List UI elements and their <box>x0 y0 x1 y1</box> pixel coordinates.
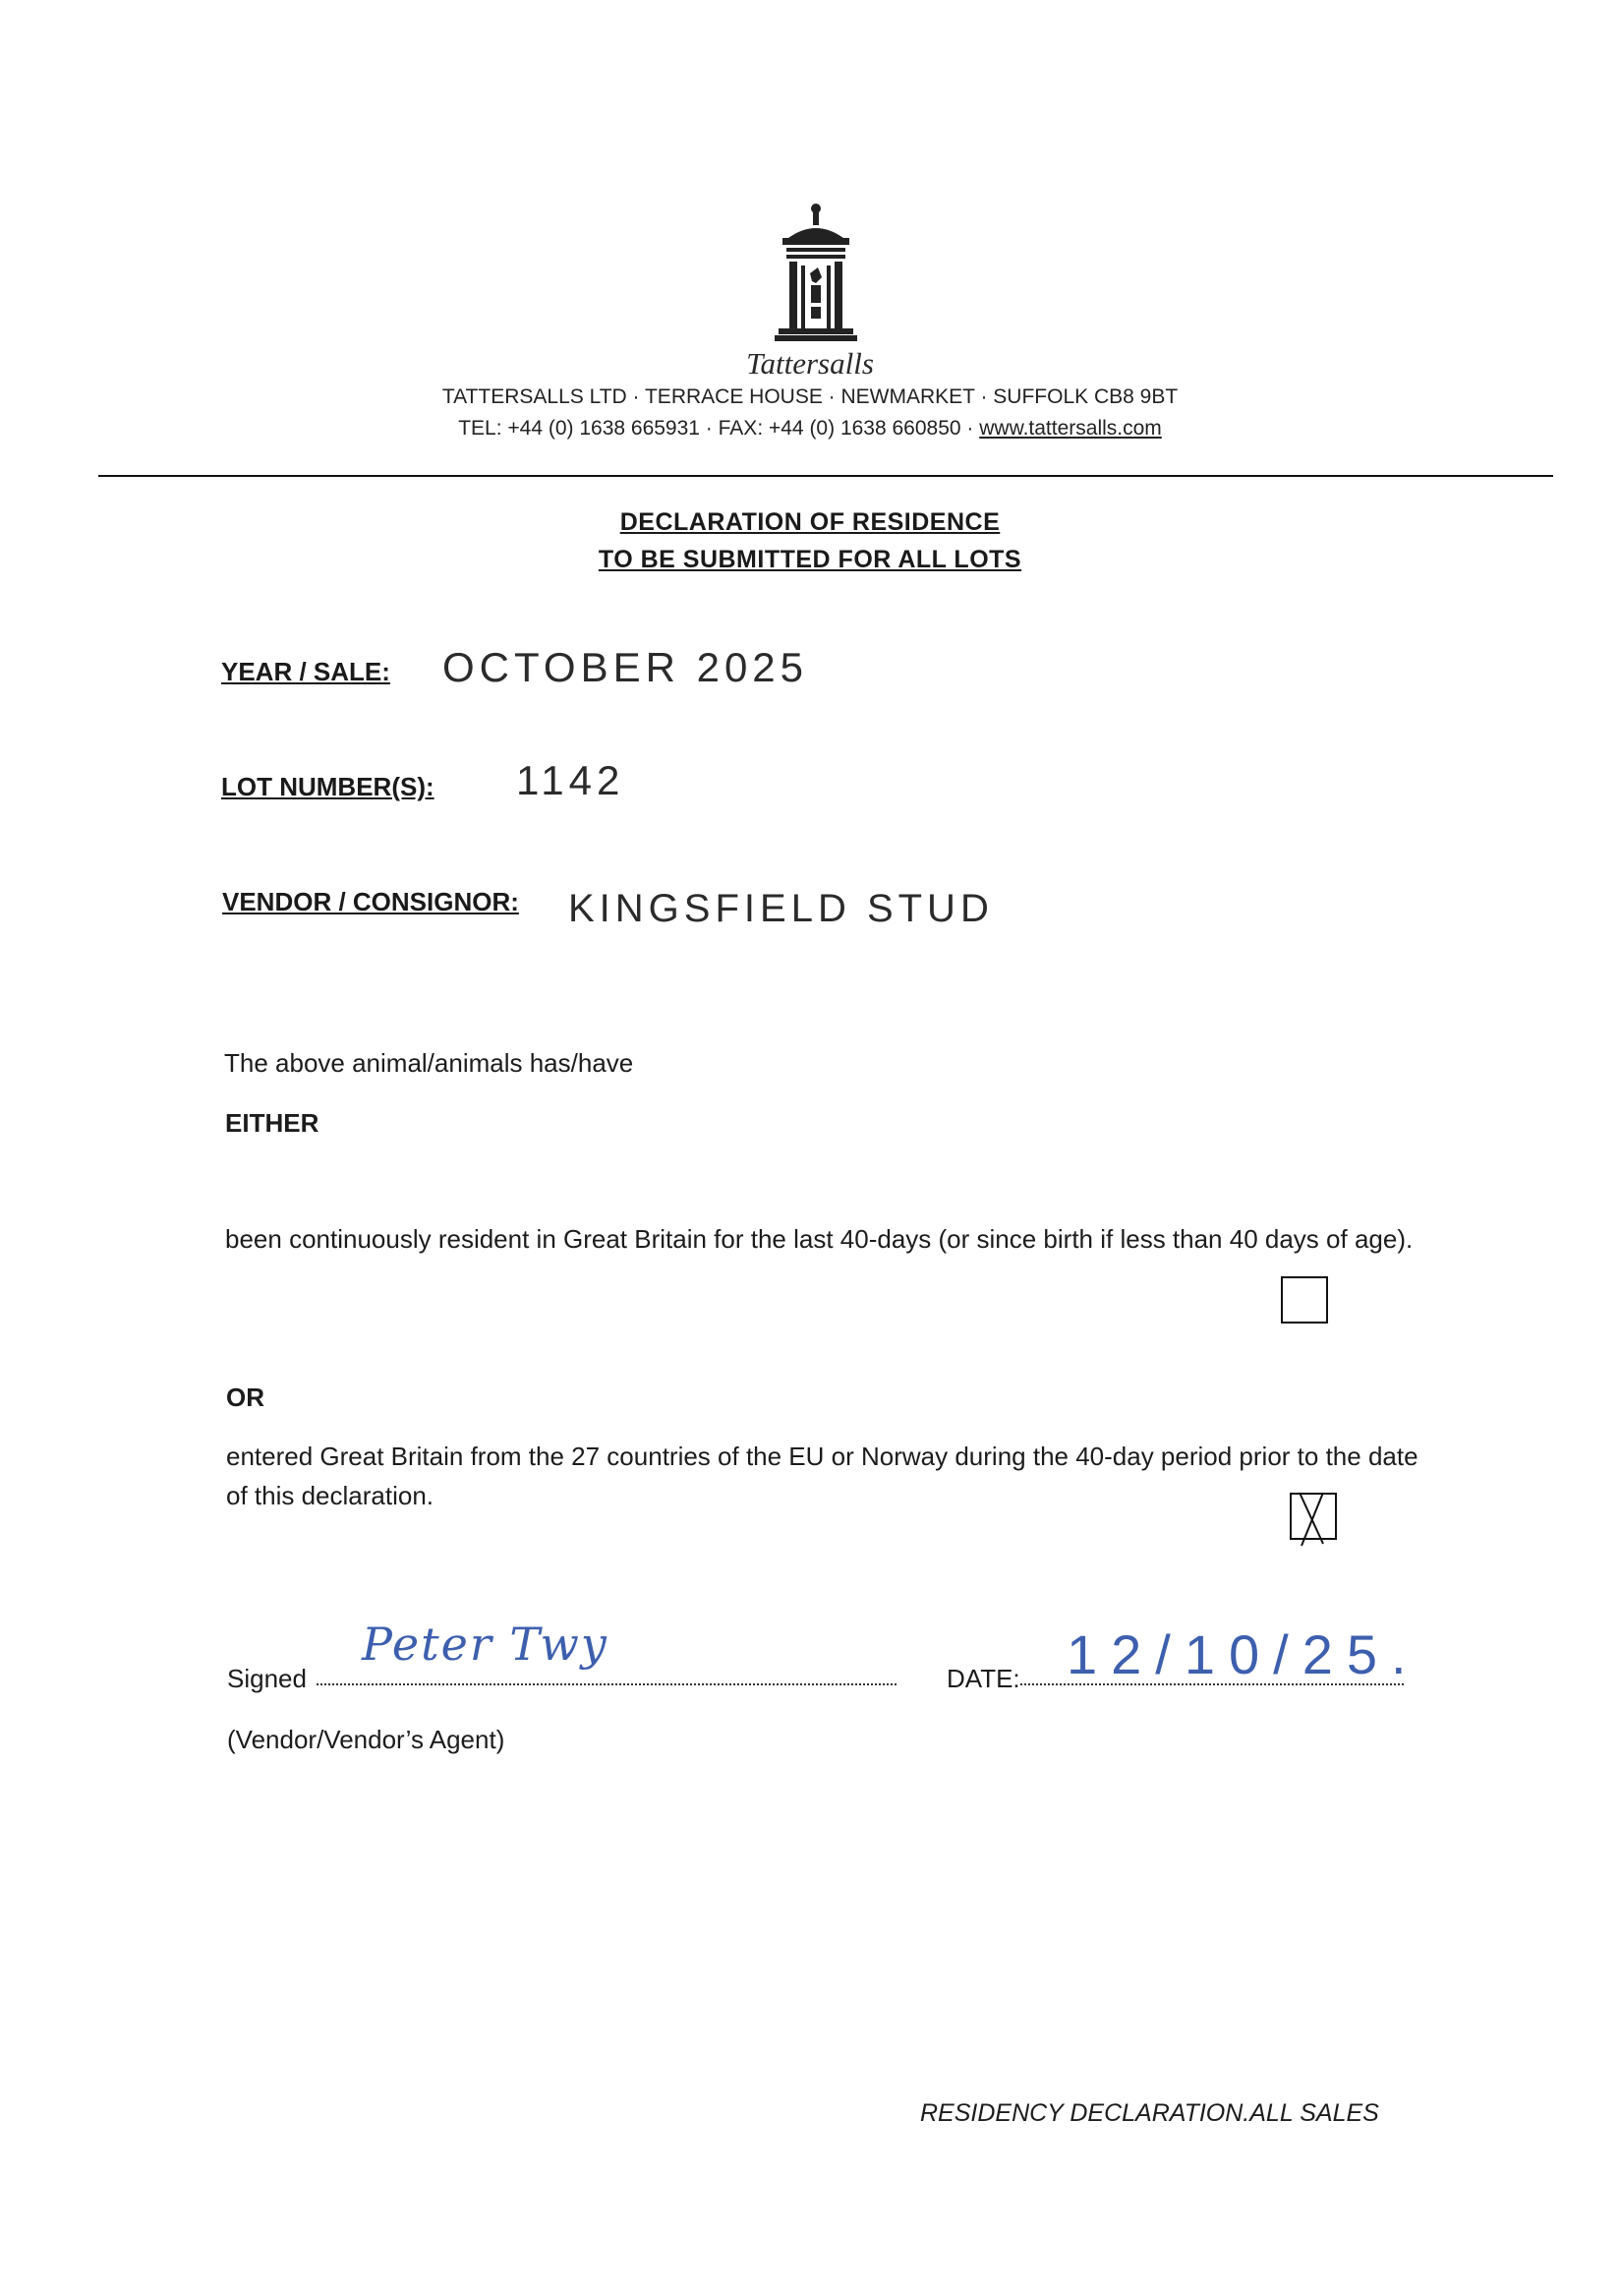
date-value[interactable]: 12/10/25. <box>1067 1623 1420 1685</box>
year-sale-label: YEAR / SALE: <box>221 657 390 686</box>
vendor-consignor-value[interactable]: KINGSFIELD STUD <box>568 887 994 930</box>
option-entered-text: entered Great Britain from the 27 countries of the EU or Norway during the 40-day period prior to the date of this declaration. <box>226 1442 1418 1510</box>
lot-number-label: LOT NUMBER(S): <box>221 772 434 801</box>
either-label: EITHER <box>225 1108 319 1138</box>
lot-number-value[interactable]: 1142 <box>516 757 625 803</box>
footer-reference: RESIDENCY DECLARATION.ALL SALES <box>920 2099 1379 2127</box>
option-resident-checkbox[interactable] <box>1281 1276 1328 1324</box>
signed-label: Signed <box>227 1664 307 1693</box>
year-sale-value[interactable]: OCTOBER 2025 <box>442 644 809 690</box>
document-title-line1: DECLARATION OF RESIDENCE <box>619 508 1001 536</box>
header-divider <box>98 475 1553 477</box>
company-address: TATTERSALLS LTD · TERRACE HOUSE · NEWMARKET · SUFFOLK CB8 9BT <box>441 385 1179 408</box>
vendor-consignor-label: VENDOR / CONSIGNOR: <box>222 887 519 916</box>
or-label: OR <box>226 1383 264 1412</box>
signer-role-label: (Vendor/Vendor’s Agent) <box>227 1725 505 1754</box>
company-contact <box>0 417 1620 441</box>
signature-line <box>317 1683 897 1685</box>
checkmark-x-icon <box>1290 1491 1333 1548</box>
contact-numbers: TEL: +44 (0) 1638 665931 · FAX: +44 (0) 1638 660850 · <box>458 417 980 440</box>
website-link[interactable]: www.tattersalls.com <box>979 417 1162 440</box>
date-label: DATE: <box>947 1664 1020 1693</box>
statement-intro: The above animal/animals has/have <box>224 1048 634 1078</box>
tattersalls-logo <box>767 197 865 344</box>
option-resident-text: been continuously resident in Great Britain for the last 40-days (or since birth if less than 40 days of age). <box>225 1224 1414 1254</box>
signature-value[interactable]: Peter Twy <box>362 1618 608 1671</box>
option-entered-checkbox[interactable] <box>1290 1493 1337 1540</box>
brand-name: Tattersalls <box>746 346 874 381</box>
document-title-line2: TO BE SUBMITTED FOR ALL LOTS <box>598 546 1022 573</box>
